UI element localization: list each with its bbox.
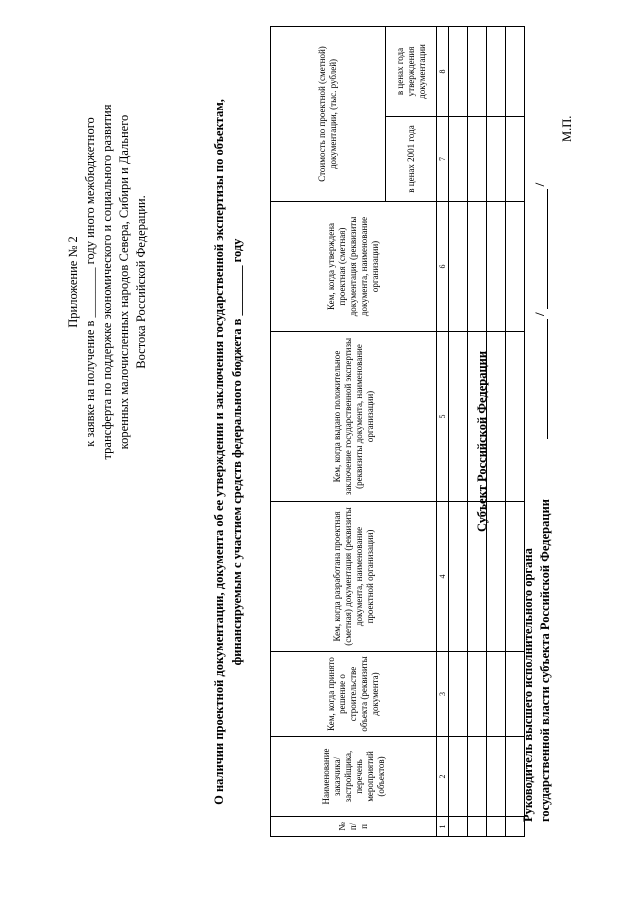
signature-blank xyxy=(547,319,548,439)
slash-right: / xyxy=(532,182,547,187)
title-line: О наличии проектной документации, документа об ее утверждении и заключения государственной экспертизы по объектам, xyxy=(212,99,226,805)
table-cell xyxy=(449,502,468,652)
signatory-block xyxy=(520,499,554,822)
column-number: 1 xyxy=(437,817,449,837)
column-number: 7 xyxy=(437,117,449,202)
header-expertise: Кем, когда выдано положительное заключение государственной экспертизы (реквизиты документа, наименование организации) xyxy=(271,332,437,502)
signatory-line: государственной власти субъекта Российской Федерации xyxy=(538,499,552,822)
table-cell xyxy=(468,652,487,737)
table-cell xyxy=(449,817,468,837)
header-cost: Стоимость по проектной (сметной) документации, (тыс. рублей) xyxy=(271,26,386,201)
column-number: 6 xyxy=(437,202,449,332)
column-number: 2 xyxy=(437,737,449,817)
column-number: 4 xyxy=(437,502,449,652)
rotated-page xyxy=(20,22,620,882)
subheader-prices-approval: в ценах года утверждения документации xyxy=(386,26,437,116)
table-cell xyxy=(468,737,487,817)
appendix-line: Приложение № 2 xyxy=(66,236,80,328)
table-cell xyxy=(449,652,468,737)
appendix-line: коренных малочисленных народов Севера, Сибири и Дальнего xyxy=(117,114,131,450)
signatory-line: Руководитель высшего исполнительного органа xyxy=(521,548,535,822)
appendix-line: к заявке на получение в ________ году иного межбюджетного xyxy=(83,117,97,447)
table-row xyxy=(449,26,468,836)
subheader-prices-2001: в ценах 2001 года xyxy=(386,117,437,202)
table-cell xyxy=(468,26,487,116)
column-number: 3 xyxy=(437,652,449,737)
table-cell xyxy=(449,332,468,502)
table-cell xyxy=(468,117,487,202)
table-cell xyxy=(487,652,506,737)
document-title xyxy=(210,22,246,882)
header-developed: Кем, когда разработана проектная (сметная) документация (реквизиты документа, наименование проектной организации) xyxy=(271,502,437,652)
table-cell xyxy=(487,26,506,116)
table-cell xyxy=(449,117,468,202)
signature-line xyxy=(532,183,548,442)
appendix-block xyxy=(65,32,150,532)
table-cell xyxy=(506,332,525,502)
appendix-line: Востока Российской Федерации. xyxy=(134,195,148,369)
table-cell xyxy=(487,117,506,202)
name-blank xyxy=(547,189,548,309)
slash-left: / xyxy=(532,312,547,316)
table-cell xyxy=(487,202,506,332)
subject-label: Субъект Российской Федерации xyxy=(475,350,489,532)
column-numbers-row xyxy=(437,26,449,836)
table-cell xyxy=(449,202,468,332)
header-number: № п/п xyxy=(271,817,437,837)
table-cell xyxy=(487,737,506,817)
table-cell xyxy=(506,26,525,116)
table-cell xyxy=(468,202,487,332)
table-cell xyxy=(468,817,487,837)
table-cell xyxy=(487,817,506,837)
header-approved: Кем, когда утверждена проектная (сметная) документация (реквизиты документа, наименование организации) xyxy=(271,202,437,332)
header-decision: Кем, когда принято решение о строительстве объекта (реквизиты документа) xyxy=(271,652,437,737)
table-cell xyxy=(506,202,525,332)
column-number: 8 xyxy=(437,26,449,116)
appendix-line: трансферта по поддержке экономического и социального развития xyxy=(100,104,114,460)
header-customer: Наименование заказчика/ застройщика, перечень мероприятий (объектов) xyxy=(271,737,437,817)
stamp-placeholder: М.П. xyxy=(560,115,574,142)
table-cell xyxy=(449,737,468,817)
table-cell xyxy=(506,117,525,202)
column-number: 5 xyxy=(437,332,449,502)
title-line: финансируемым с участием средств федерального бюджета в ________ году xyxy=(230,238,244,666)
table-cell xyxy=(449,26,468,116)
